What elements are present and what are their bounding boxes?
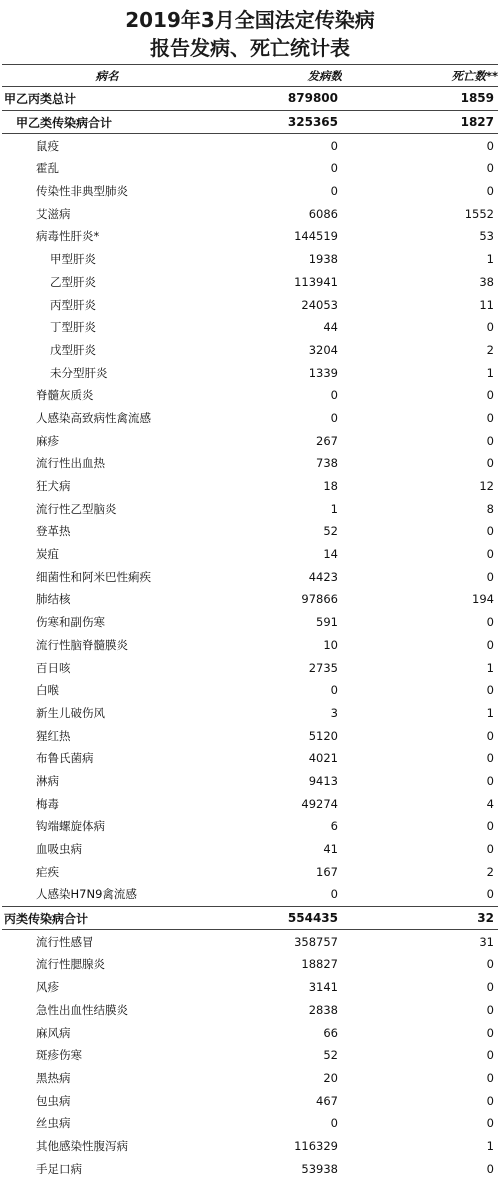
disease-name-cell: 百日咳: [36, 660, 71, 675]
table-row: [2, 976, 498, 999]
cases-cell: 53938: [301, 1161, 338, 1176]
cases-cell: 879800: [212, 87, 342, 111]
table-row: [2, 180, 498, 203]
cases-cell: 1: [330, 501, 338, 516]
disease-name-cell: 脊髓灰质炎: [36, 388, 94, 403]
deaths-cell: 1859: [342, 87, 498, 111]
deaths-cell: 53: [479, 229, 494, 244]
deaths-cell: 0: [486, 751, 494, 766]
cases-cell: 2838: [308, 1002, 338, 1017]
disease-name-cell: 炭疽: [36, 547, 59, 562]
cases-cell: 6: [330, 819, 338, 834]
cases-cell: 4021: [308, 751, 338, 766]
disease-name-cell: 未分型肝炎: [50, 365, 108, 380]
deaths-cell: 0: [486, 1002, 494, 1017]
table-row: [2, 1135, 498, 1158]
deaths-cell: 1: [486, 252, 494, 267]
table-row: [2, 724, 498, 747]
cases-cell: 14: [323, 547, 338, 562]
table-row: [2, 248, 498, 271]
table-row: [2, 679, 498, 702]
table-row: [2, 429, 498, 452]
deaths-cell: 0: [486, 161, 494, 176]
cases-cell: 591: [316, 615, 338, 630]
disease-name-cell: 丙型肝炎: [50, 297, 96, 312]
deaths-cell: 2: [486, 864, 494, 879]
disease-name-cell: 细菌性和阿米巴性痢疾: [36, 569, 151, 584]
cases-cell: 554435: [212, 906, 342, 930]
table-row: [2, 316, 498, 339]
cases-cell: 358757: [294, 934, 338, 949]
cases-cell: 5120: [308, 728, 338, 743]
table-row: [2, 838, 498, 861]
deaths-cell: 12: [479, 479, 494, 494]
deaths-cell: 31: [479, 934, 494, 949]
cases-cell: 1339: [308, 365, 338, 380]
deaths-cell: 8: [486, 501, 494, 516]
cases-cell: 116329: [294, 1138, 338, 1153]
table-row: [2, 656, 498, 679]
disease-name-cell: 病毒性肝炎*: [36, 229, 100, 244]
table-body: [2, 87, 498, 1181]
table-row: [2, 1089, 498, 1112]
deaths-cell: 0: [486, 433, 494, 448]
cases-cell: 49274: [301, 796, 338, 811]
cases-cell: 10: [323, 637, 338, 652]
deaths-cell: 0: [486, 615, 494, 630]
disease-name-cell: 登革热: [36, 524, 71, 539]
cases-cell: 97866: [301, 592, 338, 607]
cases-cell: 1938: [308, 252, 338, 267]
deaths-cell: 0: [486, 456, 494, 471]
deaths-cell: 1: [486, 660, 494, 675]
disease-name-cell: 钩端螺旋体病: [36, 819, 105, 834]
header-row: [2, 65, 498, 87]
table-row: [2, 87, 498, 111]
table-row: [2, 815, 498, 838]
deaths-cell: 0: [486, 569, 494, 584]
disease-name-cell: 艾滋病: [36, 206, 71, 221]
deaths-cell: 0: [486, 887, 494, 902]
deaths-cell: 0: [486, 1116, 494, 1131]
table-row: [2, 225, 498, 248]
disease-name-cell: 鼠疫: [36, 138, 59, 153]
page-title: [0, 0, 500, 62]
table-row: [2, 565, 498, 588]
disease-name-cell: 血吸虫病: [36, 842, 82, 857]
cases-cell: 167: [316, 864, 338, 879]
header-cases: 发病数: [212, 65, 342, 87]
disease-name-cell: 伤寒和副伤寒: [36, 615, 105, 630]
deaths-cell: 0: [486, 819, 494, 834]
deaths-cell: 0: [486, 773, 494, 788]
disease-name-cell: 流行性感冒: [36, 934, 94, 949]
disease-name-cell: 新生儿破伤风: [36, 705, 105, 720]
cases-cell: 0: [330, 388, 338, 403]
table-row: [2, 770, 498, 793]
table-row: [2, 293, 498, 316]
deaths-cell: 0: [486, 410, 494, 425]
disease-name-cell: 黑热病: [36, 1070, 71, 1085]
disease-name-cell: 白喉: [36, 683, 59, 698]
deaths-cell: 194: [472, 592, 494, 607]
deaths-cell: 0: [486, 388, 494, 403]
disease-statistics-table: [2, 64, 498, 1180]
table-row: [2, 953, 498, 976]
disease-name-cell: 甲乙丙类总计: [2, 87, 212, 111]
cases-cell: 6086: [308, 206, 338, 221]
table-row: [2, 1157, 498, 1180]
table-row: [2, 1112, 498, 1135]
disease-name-cell: 梅毒: [36, 796, 59, 811]
disease-name-cell: 甲型肝炎: [50, 252, 96, 267]
table-row: [2, 339, 498, 362]
table-row: [2, 1021, 498, 1044]
deaths-cell: 38: [479, 274, 494, 289]
deaths-cell: 4: [486, 796, 494, 811]
table-row: [2, 110, 498, 134]
table-row: [2, 384, 498, 407]
cases-cell: 9413: [308, 773, 338, 788]
table-row: [2, 407, 498, 430]
disease-name-cell: 传染性非典型肺炎: [36, 184, 128, 199]
table-row: [2, 611, 498, 634]
deaths-cell: 0: [486, 184, 494, 199]
disease-name-cell: 流行性腮腺炎: [36, 957, 105, 972]
disease-name-cell: 猩红热: [36, 728, 71, 743]
disease-name-cell: 其他感染性腹泻病: [36, 1138, 128, 1153]
cases-cell: 52: [323, 524, 338, 539]
disease-name-cell: 霍乱: [36, 161, 59, 176]
deaths-cell: 0: [486, 1093, 494, 1108]
deaths-cell: 2: [486, 342, 494, 357]
table-row: [2, 271, 498, 294]
cases-cell: 0: [330, 161, 338, 176]
cases-cell: 41: [323, 842, 338, 857]
cases-cell: 4423: [308, 569, 338, 584]
header-disease-name: 病名: [2, 65, 212, 87]
cases-cell: 3141: [308, 980, 338, 995]
cases-cell: 144519: [294, 229, 338, 244]
table-row: [2, 906, 498, 930]
table-row: [2, 157, 498, 180]
table-row: [2, 634, 498, 657]
cases-cell: 267: [316, 433, 338, 448]
disease-name-cell: 麻风病: [36, 1025, 71, 1040]
table-row: [2, 1067, 498, 1090]
table-row: [2, 588, 498, 611]
table-row: [2, 702, 498, 725]
deaths-cell: 0: [486, 1070, 494, 1085]
cases-cell: 738: [316, 456, 338, 471]
table-row: [2, 792, 498, 815]
deaths-cell: 1: [486, 365, 494, 380]
cases-cell: 3204: [308, 342, 338, 357]
deaths-cell: 0: [486, 1048, 494, 1063]
cases-cell: 0: [330, 683, 338, 698]
disease-name-cell: 流行性脑脊髓膜炎: [36, 637, 128, 652]
disease-name-cell: 狂犬病: [36, 479, 71, 494]
deaths-cell: 0: [486, 728, 494, 743]
cases-cell: 0: [330, 1116, 338, 1131]
table-row: [2, 361, 498, 384]
table-row: [2, 860, 498, 883]
cases-cell: 66: [323, 1025, 338, 1040]
title-line-2: 报告发病、死亡统计表: [150, 36, 350, 60]
cases-cell: 113941: [294, 274, 338, 289]
table-row: [2, 497, 498, 520]
disease-name-cell: 乙型肝炎: [50, 274, 96, 289]
deaths-cell: 0: [486, 138, 494, 153]
cases-cell: 2735: [308, 660, 338, 675]
disease-name-cell: 包虫病: [36, 1093, 71, 1108]
table-row: [2, 883, 498, 906]
disease-name-cell: 流行性出血热: [36, 456, 105, 471]
deaths-cell: 0: [486, 547, 494, 562]
table-row: [2, 999, 498, 1022]
deaths-cell: 0: [486, 683, 494, 698]
table-row: [2, 543, 498, 566]
disease-name-cell: 布鲁氏菌病: [36, 751, 94, 766]
title-line-1: 2019年3月全国法定传染病: [125, 8, 375, 32]
table-row: [2, 930, 498, 953]
table-row: [2, 134, 498, 157]
disease-name-cell: 丙类传染病合计: [2, 906, 212, 930]
disease-name-cell: 淋病: [36, 773, 59, 788]
cases-cell: 3: [330, 705, 338, 720]
disease-name-cell: 疟疾: [36, 864, 59, 879]
disease-name-cell: 戊型肝炎: [50, 342, 96, 357]
cases-cell: 20: [323, 1070, 338, 1085]
cases-cell: 467: [316, 1093, 338, 1108]
disease-name-cell: 流行性乙型脑炎: [36, 501, 117, 516]
deaths-cell: 0: [486, 637, 494, 652]
deaths-cell: 0: [486, 524, 494, 539]
cases-cell: 18: [323, 479, 338, 494]
deaths-cell: 1: [486, 705, 494, 720]
cases-cell: 44: [323, 320, 338, 335]
disease-name-cell: 肺结核: [36, 592, 71, 607]
deaths-cell: 11: [479, 297, 494, 312]
table-row: [2, 520, 498, 543]
disease-name-cell: 甲乙类传染病合计: [2, 110, 212, 134]
header-deaths: 死亡数**: [342, 65, 498, 87]
cases-cell: 18827: [301, 957, 338, 972]
disease-name-cell: 丝虫病: [36, 1116, 71, 1131]
cases-cell: 325365: [212, 110, 342, 134]
deaths-cell: 0: [486, 980, 494, 995]
table-header: [2, 65, 498, 87]
cases-cell: 52: [323, 1048, 338, 1063]
cases-cell: 24053: [301, 297, 338, 312]
table-row: [2, 202, 498, 225]
cases-cell: 0: [330, 410, 338, 425]
disease-name-cell: 急性出血性结膜炎: [36, 1002, 128, 1017]
deaths-cell: 1: [486, 1138, 494, 1153]
deaths-cell: 1827: [342, 110, 498, 134]
deaths-cell: 1552: [464, 206, 494, 221]
disease-name-cell: 手足口病: [36, 1161, 82, 1176]
table-row: [2, 747, 498, 770]
disease-name-cell: 人感染H7N9禽流感: [36, 887, 137, 902]
deaths-cell: 0: [486, 1161, 494, 1176]
table-row: [2, 475, 498, 498]
deaths-cell: 0: [486, 957, 494, 972]
disease-name-cell: 人感染高致病性禽流感: [36, 410, 151, 425]
disease-name-cell: 斑疹伤寒: [36, 1048, 82, 1063]
disease-name-cell: 丁型肝炎: [50, 320, 96, 335]
deaths-cell: 0: [486, 1025, 494, 1040]
cases-cell: 0: [330, 184, 338, 199]
deaths-cell: 32: [342, 906, 498, 930]
table-row: [2, 452, 498, 475]
cases-cell: 0: [330, 138, 338, 153]
deaths-cell: 0: [486, 320, 494, 335]
table-row: [2, 1044, 498, 1067]
deaths-cell: 0: [486, 842, 494, 857]
cases-cell: 0: [330, 887, 338, 902]
disease-name-cell: 风疹: [36, 980, 59, 995]
disease-name-cell: 麻疹: [36, 433, 59, 448]
